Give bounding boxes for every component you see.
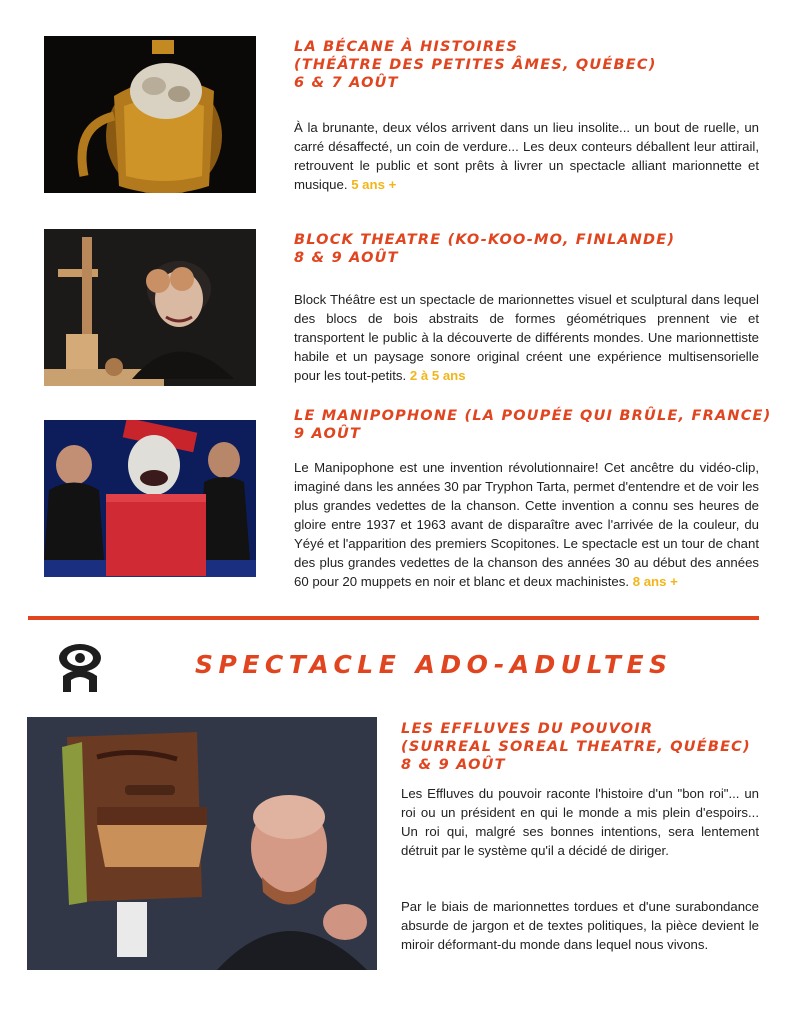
show-1-description-text: À la brunante, deux vélos arrivent dans un lieu insolite... un bout de ruelle, un carré désaffecté, un coin de verdure... Les deux conteurs déballent leur attirail, retrouvent le public et sont prêts à livrer un spectacle alliant marionnette et musique.	[294, 120, 759, 192]
show-1-photo	[44, 36, 256, 193]
featured-paragraph-2: Par le biais de marionnettes tordues et d'une surabondance absurde de jargon et de textes politiques, la pièce devient le miroir déformant-du monde dans lequel nous vivons.	[401, 899, 759, 952]
show-3-photo	[44, 420, 256, 577]
show-3-title	[294, 407, 772, 443]
show-1-title-line: LA BÉCANE À HISTOIRES	[294, 39, 518, 55]
featured-title	[401, 720, 751, 774]
featured-paragraph-1: Les Effluves du pouvoir raconte l'histoire d'un "bon roi"... un roi ou un président en qui le monde a mis plein d'espoirs... Un roi qui, malgré ses bonnes intentions, sera lentement détruit par le système qu'il a décidé de diriger.	[401, 786, 759, 858]
manipophone-image	[44, 420, 256, 577]
show-1-description	[294, 118, 759, 194]
eye-figure-logo-icon	[55, 642, 105, 694]
featured-photo	[27, 717, 377, 970]
show-3-description	[294, 458, 759, 591]
show-2-dates: 8 & 9 AOÛT	[294, 250, 399, 266]
show-2-description	[294, 290, 759, 385]
show-1-title-line: (THÉÂTRE DES PETITES ÂMES, QUÉBEC)	[294, 57, 657, 73]
section-divider	[28, 616, 759, 620]
section-title: SPECTACLE ADO-ADULTES	[195, 650, 673, 679]
show-1-title	[294, 38, 657, 92]
teapot-puppet-image	[44, 36, 256, 193]
show-3-dates: 9 AOÛT	[294, 426, 362, 442]
show-2-title-line: BLOCK THEATRE (KO-KOO-MO, FINLANDE)	[294, 232, 676, 248]
show-3-description-text: Le Manipophone est une invention révolutionnaire! Cet ancêtre du vidéo-clip, imaginé dans les années 30 par Tryphon Tarta, permet d'entendre et de voir les plus grandes vedettes de la chanson. Cette invention a connu ses heures de gloire entre 1937 et 1963 avant de disparaître avec l'arrivée de la couleur, du Yéyé et l'apparition des premiers Scopitones. Le spectacle est un tour de chant des plus grandes vedettes de la chanson des années 30 au début des années 60 pour 20 muppets en noir et blanc et deux machinistes.	[294, 460, 759, 589]
show-2-description-text: Block Théâtre est un spectacle de marionnettes visuel et sculptural dans lequel des blocs de bois abstraits de formes géométriques prennent vie et transportent le public à la découverte de différents mondes. Une marionnettiste habile et un paysage sonore original créent une expérience multisensorielle pour les tout-petits.	[294, 292, 759, 383]
featured-dates: 8 & 9 AOÛT	[401, 757, 506, 773]
show-1-age-badge: 5 ans +	[351, 177, 397, 192]
show-2-title	[294, 231, 675, 267]
show-3-age-badge: 8 ans +	[632, 574, 678, 589]
show-2-age-badge: 2 à 5 ans	[409, 368, 466, 383]
show-2-photo	[44, 229, 256, 386]
featured-title-line: LES EFFLUVES DU POUVOIR	[401, 721, 654, 737]
block-theatre-image	[44, 229, 256, 386]
show-1-dates: 6 & 7 AOÛT	[294, 75, 399, 91]
show-3-title-line: LE MANIPOPHONE (LA POUPÉE QUI BRÛLE, FRANCE)	[294, 408, 772, 424]
effluves-puppet-image	[27, 717, 377, 970]
featured-title-line: (SURREAL SOREAL THEATRE, QUÉBEC)	[401, 739, 751, 755]
